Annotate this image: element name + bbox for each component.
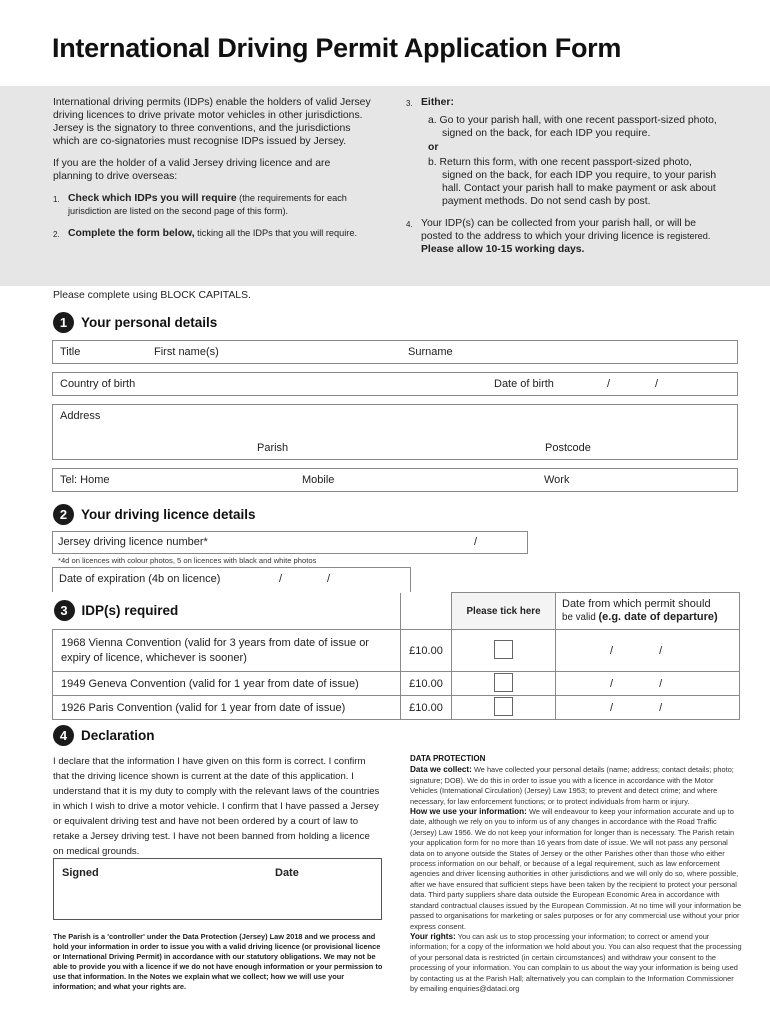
- valid-date-slash-1: /: [610, 701, 614, 714]
- section-4-badge: 4: [53, 725, 74, 746]
- expiry-field[interactable]: [52, 567, 411, 592]
- parish-label: Parish: [257, 442, 289, 454]
- section-3-header-cell: [53, 593, 401, 630]
- valid-date-header-bold: (e.g. date of departure): [598, 611, 718, 623]
- section-1-title: Your personal details: [81, 315, 218, 330]
- valid-date-header: [556, 593, 740, 630]
- step-4-registered: registered.: [667, 231, 711, 241]
- birth-row[interactable]: [52, 372, 738, 396]
- convention-price: £10.00: [401, 630, 452, 672]
- country-of-birth-label: Country of birth: [60, 378, 136, 390]
- price-header-cell: [401, 593, 452, 630]
- valid-date-slash-1: /: [610, 644, 614, 657]
- dob-slash-2: /: [655, 378, 659, 390]
- tick-box-vienna[interactable]: [494, 640, 513, 659]
- name-row[interactable]: [52, 340, 738, 364]
- step-2-number: 2.: [53, 230, 60, 239]
- step-1-text: (the requirements for each jurisdiction are listed on the second page of this form).: [68, 193, 347, 216]
- intro-left: [53, 96, 371, 241]
- valid-date-slash-2: /: [659, 677, 663, 690]
- tick-box-geneva[interactable]: [494, 673, 513, 692]
- step-3a: a. Go to your parish hall, with one recent passport-sized photo, signed on the back, for each IDP you require.: [428, 115, 717, 139]
- expiry-label: Date of expiration (4b on licence): [59, 573, 221, 585]
- intro-right: [406, 96, 724, 256]
- section-3-title: IDP(s) required: [81, 603, 179, 619]
- idp-row-geneva: [53, 672, 740, 696]
- licence-footnote: *4d on licences with colour photos, 5 on licences with black and white photos: [58, 556, 317, 565]
- valid-date-header-line-1: Date from which permit should: [562, 598, 711, 610]
- address-label: Address: [60, 410, 101, 422]
- section-4-header: [53, 725, 155, 746]
- convention-name: 1949 Geneva Convention (valid for 1 year from date of issue): [53, 672, 401, 696]
- address-box[interactable]: [52, 404, 738, 460]
- postcode-label: Postcode: [545, 442, 591, 454]
- convention-name: 1926 Paris Convention (valid for 1 year from date of issue): [53, 696, 401, 720]
- data-rights-text: You can ask us to stop processing your information; to correct or amend your information; for a copy of the information we hold about you. You can also request that the processing of your personal data is restricted (in certain circumstances) and withdraw your consent to the processing of your information. You can complain to us about the way your information is being used by contacting us at the Parish Hall; alternatively you can complain to the Information Commissioner by emailing enquiries@dataci.org: [410, 931, 742, 993]
- step-4: [406, 217, 724, 256]
- data-protection-heading: DATA PROTECTION: [410, 754, 486, 763]
- declaration-text: I declare that the information I have given on this form is correct. I confirm that the driving licence shown is current at the date of this application. I understand that it is my duty to comply with the relevant laws of the countries in which I wish to drive a motor vehicle. I confirm that I have passed a Jersey or equivalent driving test and have not been ordered by a court of law to retake a Jersey driving test. I have not been banned from holding a licence on medical grounds.: [53, 756, 380, 857]
- convention-price: £10.00: [401, 696, 452, 720]
- step-3-number: 3.: [406, 99, 413, 108]
- step-2: [53, 227, 371, 241]
- step-3-or: or: [428, 142, 439, 153]
- data-use-heading: How we use your information:: [410, 807, 527, 817]
- section-2-title: Your driving licence details: [81, 507, 256, 522]
- expiry-slash-1: /: [279, 573, 283, 585]
- expiry-slash-2: /: [327, 573, 331, 585]
- step-1: [53, 192, 371, 218]
- step-1-number: 1.: [53, 195, 60, 204]
- valid-date-header-plain: be valid: [562, 612, 599, 623]
- work-label: Work: [544, 474, 570, 486]
- section-2-badge: 2: [53, 504, 74, 525]
- page-title: International Driving Permit Application Form: [52, 33, 622, 63]
- step-3-bold: Either:: [421, 97, 454, 108]
- phone-row[interactable]: [52, 468, 738, 492]
- step-3: [406, 96, 724, 110]
- first-name-label: First name(s): [154, 346, 219, 358]
- licence-number-slash: /: [474, 536, 478, 548]
- valid-date-slash-1: /: [610, 677, 614, 690]
- step-3b: b. Return this form, with one recent passport-sized photo, signed on the back, for each IDP you require, to your parish hall. Contact your parish hall to make payment or ask about payment methods. Do not send cash by post.: [428, 157, 717, 207]
- step-2-bold: Complete the form below,: [68, 228, 195, 239]
- section-3-header: [54, 600, 401, 621]
- step-4-number: 4.: [406, 220, 413, 229]
- title-label: Title: [60, 346, 81, 358]
- date-label: Date: [275, 867, 299, 879]
- licence-number-label: Jersey driving licence number*: [58, 536, 208, 548]
- data-rights-heading: Your rights:: [410, 931, 456, 941]
- step-2-text: ticking all the IDPs that you will require.: [194, 228, 358, 238]
- idp-row-vienna: [53, 630, 740, 672]
- signature-box[interactable]: [53, 858, 382, 920]
- surname-label: Surname: [408, 346, 453, 358]
- dob-slash-1: /: [607, 378, 611, 390]
- tel-home-label: Tel: Home: [60, 474, 110, 486]
- mobile-label: Mobile: [302, 474, 335, 486]
- convention-price: £10.00: [401, 672, 452, 696]
- data-protection: [410, 754, 742, 994]
- idp-row-paris: [53, 696, 740, 720]
- step-4-bold: Please allow 10-15 working days.: [421, 244, 585, 255]
- valid-date-slash-2: /: [659, 644, 663, 657]
- convention-name: 1968 Vienna Convention (valid for 3 years from date of issue or expiry of licence, whichever is sooner): [53, 630, 401, 672]
- valid-date-slash-2: /: [659, 701, 663, 714]
- section-2-header: [53, 504, 256, 525]
- tick-header: Please tick here: [452, 593, 556, 630]
- tick-box-paris[interactable]: [494, 697, 513, 716]
- section-4-title: Declaration: [81, 728, 155, 743]
- section-1-badge: 1: [53, 312, 74, 333]
- data-collect-heading: Data we collect:: [410, 765, 472, 775]
- section-3-badge: 3: [54, 600, 75, 621]
- data-collect-text: We have collected your personal details (name; address; contact details; photo; signature; DOB). We do this in order to issue you with a licence in accordance with the Motor Vehicles (International Circulation) (Jersey) Law 1953; to prevent and detect crime; and where necessary, for law enforcement functions; or to protect individuals from harm or injury.: [410, 765, 734, 806]
- data-use-text: We will endeavour to keep your information accurate and up to date, although we rely on you to inform us of any changes in accordance with the Road Traffic (Jersey) Law 1956. We do not keep your information for longer than is necessary. The Parish retain your application form for no more than 16 years from date of issue. We will not pass any personal data on to anyone outside the States of Jersey or the other Parishes other than those who either process information on our behalf, or because of a legal requirement, such as law enforcement agencies and driver licensing authorities in other jurisdictions and we will only do so, where possible, after we have ensured that sufficient steps have been taken by the recipient to protect your personal data. Third party suppliers share data outside the European Economic Area in accordance with standard contractual clauses issued by the European Commission. At no time will your information be passed to organisations for marketing or sales purposes or for any commercial use without your prior express consent.: [410, 807, 742, 931]
- idp-table-header: [53, 593, 740, 630]
- idp-table: [52, 592, 740, 720]
- intro-paragraph-2: If you are the holder of a valid Jersey driving licence and are planning to drive overseas:: [53, 158, 331, 182]
- intro-paragraph-1: International driving permits (IDPs) enable the holders of valid Jersey driving licences to drive private motor vehicles in other jurisdictions. Jersey is the signatory to three conventions, and the jurisdictions which are co-signatories must recognise IDPs issued by Jersey.: [53, 97, 371, 147]
- section-1-header: [53, 312, 217, 333]
- parish-controller-note: The Parish is a 'controller' under the Data Protection (Jersey) Law 2018 and we process and hold your information in order to issue you with a valid driving licence (or provisional licence or International Driving Permit) in accordance with our statutory obligations. We may not be able to provide you with a licence if we do not have enough information or your permission to use that information. In the Notes we explain what we collect; how we will use your information; and what your rights are.: [53, 932, 383, 991]
- licence-number-field[interactable]: [52, 531, 528, 554]
- date-of-birth-label: Date of birth: [494, 378, 554, 390]
- signed-label: Signed: [62, 867, 99, 879]
- capitals-note: Please complete using BLOCK CAPITALS.: [53, 290, 251, 301]
- step-4-text: Your IDP(s) can be collected from your parish hall, or will be posted to the address to which your driving licence is: [421, 218, 697, 242]
- step-1-bold: Check which IDPs you will require: [68, 193, 237, 204]
